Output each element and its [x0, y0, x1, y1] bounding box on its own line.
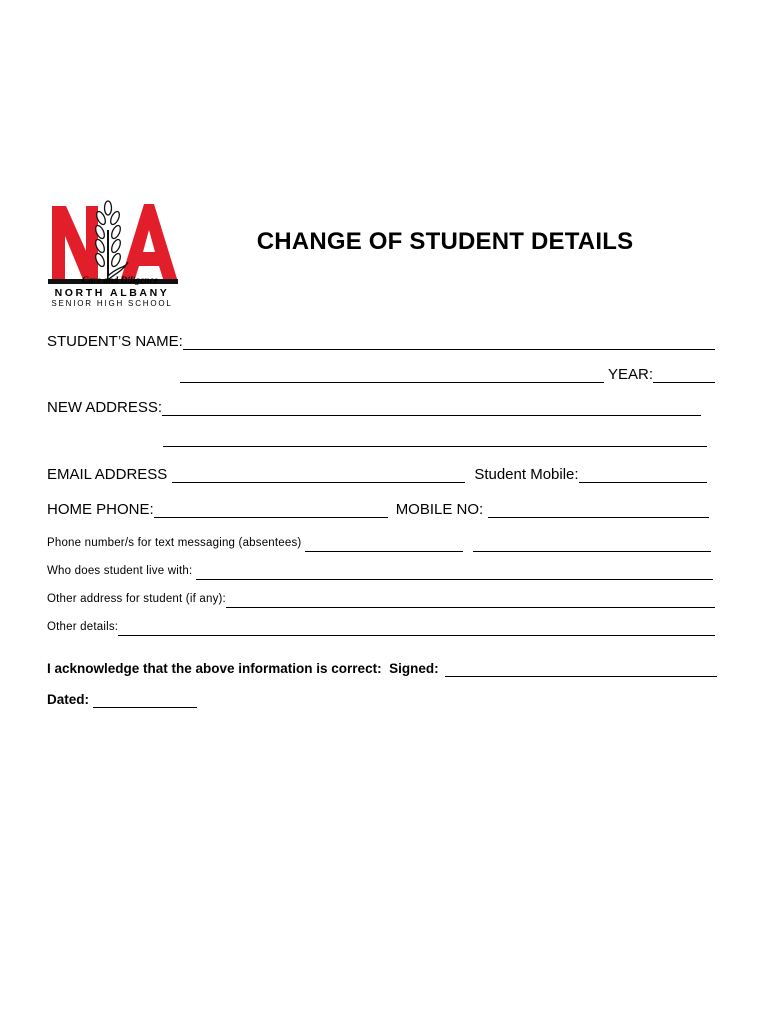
dated-row [47, 691, 197, 708]
other-details-row [47, 619, 715, 636]
other-details-field[interactable] [118, 625, 715, 636]
new-address-row-2 [163, 432, 707, 447]
email-field[interactable] [172, 468, 465, 483]
student-name-row [47, 333, 715, 350]
text-messaging-field-2[interactable] [473, 541, 711, 552]
student-mobile-field[interactable] [579, 468, 707, 483]
other-address-label: Other address for student (if any): [47, 593, 226, 605]
school-logo [48, 196, 178, 312]
student-mobile-label: Student Mobile: [474, 466, 579, 483]
logo-school-type: SENIOR HIGH SCHOOL [51, 299, 173, 308]
logo-school-name: NORTH ALBANY [54, 287, 170, 299]
text-messaging-label: Phone number/s for text messaging (absentees) [47, 537, 302, 549]
text-messaging-row [47, 535, 711, 552]
acknowledge-statement: I acknowledge that the above information is correct: Signed: [47, 661, 439, 676]
student-name-field[interactable] [183, 335, 715, 350]
home-phone-label: HOME PHONE: [47, 501, 154, 518]
signature-field[interactable] [445, 663, 717, 677]
logo-motto: Care and Diligence [82, 276, 158, 286]
new-address-row [47, 399, 701, 416]
mobile-no-field[interactable] [488, 503, 709, 518]
acknowledge-row [47, 660, 717, 677]
new-address-field-2[interactable] [163, 432, 707, 447]
text-messaging-field-1[interactable] [305, 541, 463, 552]
student-name-label: STUDENT’S NAME: [47, 333, 183, 350]
new-address-field[interactable] [162, 401, 701, 416]
lives-with-row [47, 563, 713, 580]
new-address-label: NEW ADDRESS: [47, 399, 163, 416]
dated-field[interactable] [93, 694, 197, 708]
email-label: EMAIL ADDRESS [47, 466, 168, 483]
page-title: CHANGE OF STUDENT DETAILS [256, 228, 634, 255]
year-field[interactable] [653, 368, 715, 383]
year-label: YEAR: [608, 366, 654, 383]
year-row [180, 366, 715, 383]
other-address-field[interactable] [226, 597, 715, 608]
email-row [47, 466, 707, 483]
home-phone-field[interactable] [154, 503, 388, 518]
dated-label: Dated: [47, 692, 90, 707]
phone-row [47, 501, 709, 518]
mobile-no-label: MOBILE NO: [395, 501, 484, 518]
student-name-line-2[interactable] [180, 368, 604, 383]
lives-with-field[interactable] [196, 569, 713, 580]
other-address-row [47, 591, 715, 608]
other-details-label: Other details: [47, 621, 119, 633]
lives-with-label: Who does student live with: [47, 565, 193, 577]
